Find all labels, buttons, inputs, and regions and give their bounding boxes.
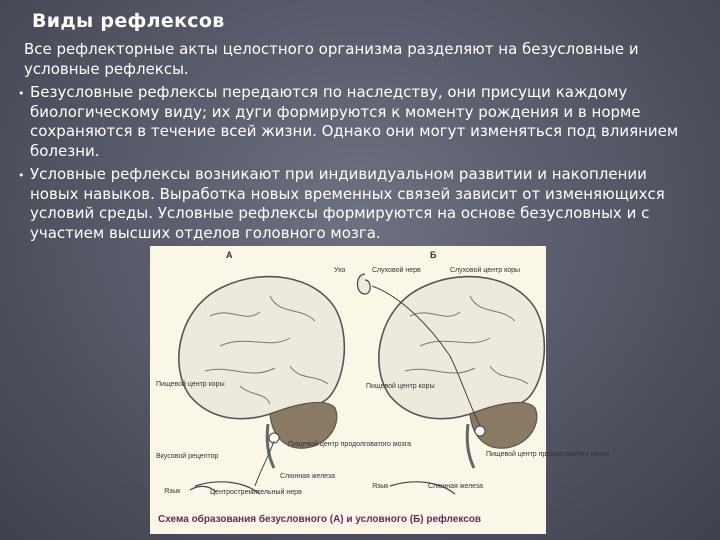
bullet-unconditioned — [18, 83, 698, 161]
label-auditory-nerve: Слуховой нерв — [372, 267, 421, 274]
reflex-diagram — [150, 246, 610, 534]
figure-caption: Схема образования безусловного (А) и условного (Б) рефлексов — [158, 514, 482, 525]
panel-b-label: Б — [430, 250, 437, 260]
label-tongue-a: Язык — [164, 488, 181, 495]
label-salivary-gland-a: Слюнная железа — [280, 473, 336, 480]
slide-title: Виды рефлексов — [32, 10, 225, 32]
bullet-marker: • — [18, 87, 25, 100]
label-food-center-medulla-a: Пищевой центр продолговатого мозга — [288, 441, 412, 448]
label-taste-receptor: Вкусовой рецептор — [156, 453, 219, 460]
label-food-center-a: Пищевой центр коры — [156, 381, 225, 388]
label-food-center-b: Пищевой центр коры — [366, 383, 435, 390]
bullet-conditioned — [18, 165, 698, 243]
label-ear: Ухо — [334, 267, 346, 274]
label-salivary-gland-b: Слюнная железа — [428, 483, 484, 490]
bullet-text: Условные рефлексы возникают при индивидуальном развитии и накоплении новых навыков. Выработка новых временных связей зависит от изменяющихся условий среды. Условные рефлексы формируются на основе безусловных и с участием высших отделов головного мозга. — [30, 165, 665, 242]
slide-text — [18, 40, 698, 247]
bullet-marker: • — [18, 169, 25, 182]
panel-a-label: А — [226, 250, 233, 260]
label-auditory-center: Слуховой центр коры — [450, 267, 521, 274]
label-efferent-nerve: Центростремительный нерв — [210, 489, 302, 496]
label-tongue-b: Язык — [372, 483, 389, 490]
bullet-text: Безусловные рефлексы передаются по наследству, они присущи каждому биологическому виду; их дуги формируются к моменту рождения и в норме сохраняются в течение всей жизни. Однако они могут изменяться под влиянием болезни. — [30, 83, 679, 160]
reflex-diagram-figure — [150, 246, 610, 534]
intro-paragraph: Все рефлекторные акты целостного организма разделяют на безусловные и условные рефлексы. — [24, 40, 639, 78]
label-food-center-medulla-b: Пищевой центр продолговатого мозга — [486, 451, 610, 458]
